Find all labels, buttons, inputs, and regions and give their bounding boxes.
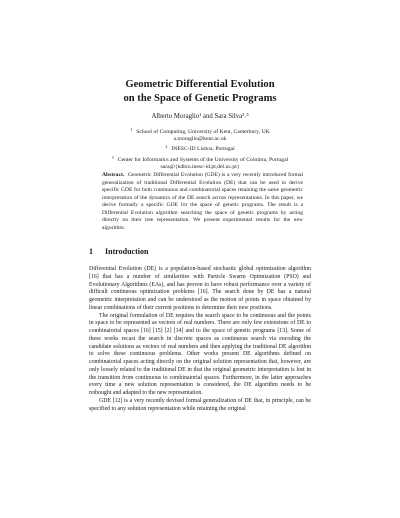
affiliations: [0, 126, 400, 171]
affiliation-line: Center for Informatics and Systems of the University of Coimbra, Portugal: [117, 156, 289, 163]
authors: Alberto Moraglio¹ and Sara Silva²˒³: [151, 113, 249, 120]
title-line-1: Geometric Differential Evolution: [125, 79, 275, 90]
affiliation-number: 2: [165, 144, 168, 150]
affiliation-email: a.moraglio@kent.ac.uk: [173, 136, 227, 143]
affiliation-2: [0, 143, 400, 153]
affiliation-3: [0, 154, 400, 171]
paragraph: Differential Evolution (DE) is a population-based stochastic global optimization algorithm [16] that has a number of similarities with Particle Swarm Optimization (PSO) and Evolutionary Algorithms (EAs), and has proven to have robust performance over a variety of difficult continuous optimization problems [16]. The search done by DE has a natural geometric interpretation and can be understood as the motion of points in space obtained by linear combinations of their current positions to determine their new positions.: [89, 266, 311, 311]
section-title: Introduction: [105, 247, 149, 256]
body-text: [89, 266, 311, 413]
paper-title: [0, 78, 400, 106]
abstract: [102, 172, 303, 232]
affiliation-number: 1: [130, 127, 133, 132]
affiliation-email: sara@{kdbio.inesc-id.pt,dei.uc.pt}: [160, 163, 240, 170]
section-heading: [89, 247, 148, 256]
affiliation-line: School of Computing, University of Kent, Canterbury, UK: [136, 129, 270, 135]
affiliation-1: [0, 126, 400, 143]
paragraph: GDE [12] is a very recently devised formal generalization of DE that, in principle, can be specified to any solution representation while retaining the original: [89, 397, 311, 412]
affiliation-line: INESC-ID Lisboa, Portugal: [171, 146, 235, 153]
abstract-label: Abstract.: [102, 172, 125, 178]
title-line-2: on the Space of Genetic Programs: [123, 93, 277, 104]
affiliation-number: 3: [111, 154, 114, 160]
section-number: 1: [89, 247, 93, 256]
abstract-text: Geometric Differential Evolution (GDE) is a very recently introduced formal generalization of traditional Differential Evolution (DE) that can be used to derive specific GDE for both continuous and combinatorial spaces retaining the same geometric interpretation of the dynamics of the DE search across representations. In this paper, we derive formally a specific GDE for the space of genetic programs. The result is a Differential Evolution algorithm searching the space of genetic programs by acting directly on their tree representation. We present experimental results for the new algorithm.: [102, 172, 304, 231]
paragraph: The original formulation of DE requires the search space to be continuous and the points in space to be represented as vectors of real numbers. There are only few extensions of DE to combinatorial spaces [16] [15] [2] [14] and to the space of genetic programs [13]. Some of these works recast the search in discrete spaces as continuous search via encoding the candidate solutions as vectors of real numbers and then applying the traditional DE algorithm to solve these continuous problems. Other works present DE algorithms defined on combinatorial spaces acting directly on the original solution representation that, however, are only loosely related to the traditional DE in that the original geometric interpretation is lost in the transition from continuous to combinatorial spaces. Furthermore, in the latter approaches every time a new solution representation is considered, the DE algorithm needs to be rethought and adapted to the new representation.: [89, 312, 311, 396]
